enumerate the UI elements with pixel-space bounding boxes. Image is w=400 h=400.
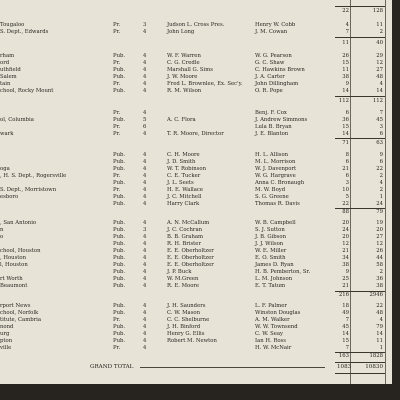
total-enrollment: 40 [376,40,383,46]
school-type: Pr. [113,131,121,137]
enrollment: 79 [376,324,383,330]
principal: C. G. Credle [167,60,200,66]
supervisor: W. B. Campbell [255,220,296,226]
grand-total-enrollment: 10830 [365,364,383,370]
enrollment: 24 [376,201,383,207]
school-name: o [0,234,4,240]
principal: A. C. Flora [167,117,196,123]
school-type: Pr. [113,345,121,351]
school-name: ol, Columbia [0,117,34,123]
teachers: 34 [342,255,349,261]
school-type: Pr. [113,173,121,179]
supervisor: Benj. F. Cox [255,110,287,116]
teachers: 21 [342,166,349,172]
years: 4 [143,201,147,207]
supervisor: S. G. Greene [255,194,289,200]
years: 4 [143,180,147,186]
school-type: Pub. [113,324,126,330]
principal: H. E. Wallace [167,187,204,193]
supervisor: W. E. Miller [255,248,287,254]
school-type: Pr. [113,110,121,116]
total-enrollment: 112 [372,98,383,104]
years: 4 [143,338,147,344]
supervisor: L. F. Palmer [255,303,287,309]
enrollment: 27 [376,67,383,73]
school-name: tain [0,81,11,87]
enrollment: 4 [379,180,383,186]
principal: W. F. Warren [167,53,201,59]
school-type: Pub. [113,338,126,344]
school-type: Pub. [113,67,126,73]
teachers: 4 [345,22,349,28]
teachers: 15 [342,338,349,344]
enrollment: 7 [379,110,383,116]
years: 4 [143,131,147,137]
school-name: Beaumont [0,283,28,289]
teachers: 36 [342,117,349,123]
school-name: chool, Norfolk [0,310,39,316]
teachers: 11 [342,67,349,73]
school-type: Pr. [113,81,121,87]
supervisor: James D. Ryan [255,262,294,268]
enrollment: 26 [376,248,383,254]
principal: R. M. Wilson [167,88,202,94]
table-row [0,282,392,290]
enrollment: 14 [376,331,383,337]
years: 4 [143,262,147,268]
supervisor: M. W. Boyd [255,187,286,193]
years: 4 [143,248,147,254]
years: 4 [143,345,147,351]
enrollment: 45 [376,117,383,123]
school-name: oga [0,166,10,172]
teachers: 14 [342,131,349,137]
school-type: Pr. [113,317,121,323]
years: 6 [143,124,147,130]
teachers: 7 [345,345,349,351]
double-rule [335,373,385,374]
enrollment: 6 [379,131,383,137]
principal: J. H. Saunders [167,303,206,309]
school-name: S. Dept., Morristown [0,187,57,193]
school-name: rport News [0,303,31,309]
years: 4 [143,220,147,226]
principal: J. H. Binford [167,324,201,330]
supervisor: J. E. Blanton [255,131,289,137]
years: 4 [143,74,147,80]
teachers: 22 [342,201,349,207]
enrollment: 58 [376,262,383,268]
supervisor: Ian H. Ross [255,338,286,344]
total-teachers: 216 [338,292,349,298]
grand-total-label: GRAND TOTAL [90,364,134,370]
teachers: 5 [345,194,349,200]
section-totals-row [0,208,392,217]
enrollment: 14 [376,88,383,94]
section-totals-row [0,291,392,300]
enrollment: 48 [376,310,383,316]
enrollment: 27 [376,234,383,240]
supervisor: Anna C. Bronaugh [255,180,305,186]
supervisor: Lula B. Bryan [255,124,292,130]
enrollment: 2 [379,187,383,193]
school-type: Pub. [113,310,126,316]
school-name: l, Houston [0,262,28,268]
principal: E. E. Oberholtzer [167,248,214,254]
teachers: 21 [342,283,349,289]
principal: C. W. Mason [167,310,201,316]
enrollment: 1 [379,345,383,351]
principal: Henry G. Ellis [167,331,205,337]
total-teachers: 71 [342,140,349,146]
supervisor: W. G. Pearson [255,53,292,59]
school-name: nond [0,324,14,330]
enrollment: 48 [376,74,383,80]
school-type: Pub. [113,241,126,247]
school-type: Pub. [113,303,126,309]
lead-total-teachers: 22 [342,8,349,14]
school-name: n [0,227,4,233]
teachers: 6 [345,173,349,179]
principal: J. C. Cochran [167,227,203,233]
total-teachers: 88 [342,209,349,215]
years: 4 [143,159,147,165]
years: 4 [143,283,147,289]
supervisor: J. A. Carter [255,74,285,80]
school-type: Pub. [113,234,126,240]
enrollment: 6 [379,159,383,165]
lead-totals-row [0,7,392,16]
principal: Robert M. Newton [167,338,217,344]
teachers: 8 [345,152,349,158]
enrollment: 38 [376,283,383,289]
principal: E. E. Oberholtzer [167,255,214,261]
principal: R. E. Moore [167,283,200,289]
teachers: 9 [345,269,349,275]
teachers: 18 [342,303,349,309]
school-name: rt Worth [0,276,23,282]
school-name: chool, Houston [0,248,41,254]
enrollment: 2 [379,269,383,275]
teachers: 7 [345,317,349,323]
years: 4 [143,173,147,179]
school-name: S. Dept., Edwards [0,29,49,35]
teachers: 20 [342,234,349,240]
supervisor: G. C. Shaw [255,60,285,66]
supervisor: H. L. Allison [255,152,289,158]
supervisor: A. M. Walker [255,317,290,323]
school-name: chool, Rocky Mount [0,88,54,94]
supervisor: Winston Douglas [255,310,301,316]
school-type: Pr. [113,187,121,193]
teachers: 24 [342,227,349,233]
years: 4 [143,194,147,200]
principal: B. B. Graham [167,234,204,240]
principal: C. E. Tucker [167,173,201,179]
enrollment: 19 [376,220,383,226]
total-teachers: 11 [342,40,349,46]
total-enrollment: 2946 [369,292,383,298]
table-row [0,130,392,138]
years: 4 [143,152,147,158]
leader-line [140,367,325,368]
school-type: Pub. [113,180,126,186]
school-name: pton [0,338,13,344]
supervisor: S. J. Sutton [255,227,285,233]
years: 4 [143,60,147,66]
years: 4 [143,255,147,261]
school-name: esboro [0,194,19,200]
supervisor: H. W. McNair [255,345,292,351]
teachers: 10 [342,187,349,193]
school-type: Pub. [113,255,126,261]
supervisor: E. T. Tatum [255,283,286,289]
teachers: 15 [342,124,349,130]
section-totals-row [0,39,392,48]
table-row [0,200,392,208]
teachers: 7 [345,29,349,35]
grand-total-teachers: 1083 [337,364,352,370]
school-name: , Houston [0,255,27,261]
enrollment: 4 [379,81,383,87]
supervisor: O. R. Pope [255,88,283,94]
years: 4 [143,276,147,282]
years: 4 [143,81,147,87]
enrollment: 12 [376,60,383,66]
principal: John Long [167,29,195,35]
principal: J. L. Seets [167,180,194,186]
table-row [0,344,392,352]
enrollment: 29 [376,53,383,59]
school-type: Pr. [113,60,121,66]
years: 4 [143,269,147,275]
principal: Marshall G. Sims [167,67,213,73]
total-enrollment: 79 [376,209,383,215]
school-type: Pub. [113,74,126,80]
enrollment: 22 [376,303,383,309]
school-type: Pub. [113,88,126,94]
school-type: Pub. [113,166,126,172]
school-type: Pub. [113,283,126,289]
years: 4 [143,241,147,247]
years: 4 [143,331,147,337]
principal: Fred L. Brownlee, Ex. Sec'y. [167,81,243,87]
school-name: ord [0,60,10,66]
principal: Judson L. Cross Pres. [167,22,225,28]
teachers: 6 [345,159,349,165]
supervisor: C. Hawkins Brown [255,67,305,73]
section-totals-row [0,97,392,106]
years: 4 [143,310,147,316]
years: 4 [143,110,147,116]
enrollment: 9 [379,152,383,158]
school-type: Pub. [113,220,126,226]
table-row [0,87,392,95]
school-type: Pub. [113,159,126,165]
years: 4 [143,187,147,193]
school-name: rham [0,53,15,59]
supervisor: H. B. Pemberton, Sr. [255,269,311,275]
principal: E. E. Oberholtzer [167,262,214,268]
principal: J. C. Mitchell [167,194,202,200]
total-teachers: 163 [338,353,349,359]
principal: T. R. Moore, Director [167,131,224,137]
table-row [0,28,392,36]
supervisor: E. O. Smith [255,255,286,261]
years: 4 [143,166,147,172]
supervisor: W. G. Hargrave [255,173,296,179]
teachers: 14 [342,88,349,94]
supervisor: John Dillingham [255,81,299,87]
supervisor: J. M. Cowan [255,29,288,35]
teachers: 49 [342,310,349,316]
school-type: Pr. [113,22,121,28]
school-type: Pub. [113,331,126,337]
school-type: Pub. [113,53,126,59]
school-type: Pub. [113,276,126,282]
section-totals-row [0,352,392,361]
enrollment: 11 [376,22,383,28]
principal: A. N. McCallum [167,220,210,226]
school-type: Pub. [113,227,126,233]
enrollment: 2 [379,173,383,179]
school-type: Pr. [113,124,121,130]
enrollment: 36 [376,276,383,282]
teachers: 25 [342,276,349,282]
teachers: 21 [342,248,349,254]
school-type: Pub. [113,262,126,268]
teachers: 6 [345,110,349,116]
principal: J. P. Buck [167,269,192,275]
years: 3 [143,22,147,28]
teachers: 38 [342,262,349,268]
enrollment: 2 [379,29,383,35]
supervisor: J. J. Wilson [255,241,284,247]
principal: C. C. Shelburne [167,317,210,323]
years: 4 [143,67,147,73]
years: 4 [143,88,147,94]
supervisor: M. L. Morrison [255,159,296,165]
supervisor: Thomas R. Davis [255,201,300,207]
total-enrollment: 1828 [369,353,383,359]
school-type: Pub. [113,152,126,158]
years: 4 [143,234,147,240]
section-totals-row [0,139,392,148]
teachers: 14 [342,331,349,337]
years: 4 [143,53,147,59]
enrollment: 4 [379,317,383,323]
school-name: wark [0,131,14,137]
total-rule [335,37,385,38]
years: 4 [143,317,147,323]
teachers: 3 [345,180,349,186]
supervisor: J. Andrew Simmons [255,117,308,123]
enrollment: 44 [376,255,383,261]
teachers: 15 [342,60,349,66]
school-name: uthfield [0,67,21,73]
teachers: 26 [342,53,349,59]
supervisor: J. B. Gibson [255,234,286,240]
teachers: 12 [342,241,349,247]
school-type: Pub. [113,248,126,254]
years: 4 [143,303,147,309]
enrollment: 20 [376,227,383,233]
principal: J. D. Smith [167,159,196,165]
years: 3 [143,227,147,233]
supervisor: L. M. Johnson [255,276,293,282]
school-name: urg [0,331,10,337]
total-teachers: 112 [338,98,349,104]
school-name: ville [0,345,12,351]
school-type: Pub. [113,117,126,123]
principal: C. H. Moore [167,152,200,158]
school-name: Salem [0,74,17,80]
school-name: titute, Cambria [0,317,42,323]
principal: W. T. Robinson [167,166,206,172]
supervisor: Henry W. Cobb [255,22,296,28]
enrollment: 1 [379,194,383,200]
supervisor: C. W. Seay [255,331,284,337]
teachers: 9 [345,81,349,87]
teachers: 20 [342,220,349,226]
school-type: Pub. [113,269,126,275]
years: 5 [143,117,147,123]
years: 4 [143,29,147,35]
school-name: Tougaloo [0,22,25,28]
school-name: , H. S. Dept., Rogersville [0,173,67,179]
enrollment: 11 [376,338,383,344]
teachers: 38 [342,74,349,80]
enrollment: 12 [376,241,383,247]
principal: W. M.Green [167,276,199,282]
school-type: Pub. [113,201,126,207]
principal: Harry Clark [167,201,200,207]
school-name: , San Antonio [0,220,37,226]
years: 4 [143,324,147,330]
lead-total-enrollment: 128 [372,8,383,14]
enrollment: 3 [379,124,383,130]
supervisor: W. W. Townsend [255,324,298,330]
teachers: 45 [342,324,349,330]
school-type: Pub. [113,194,126,200]
total-enrollment: 63 [376,140,383,146]
school-type: Pr. [113,29,121,35]
principal: R. H. Brister [167,241,201,247]
principal: J. W. Moore [167,74,198,80]
supervisor: W. J. Davenport [255,166,297,172]
enrollment: 22 [376,166,383,172]
grand-total-row [0,362,392,372]
